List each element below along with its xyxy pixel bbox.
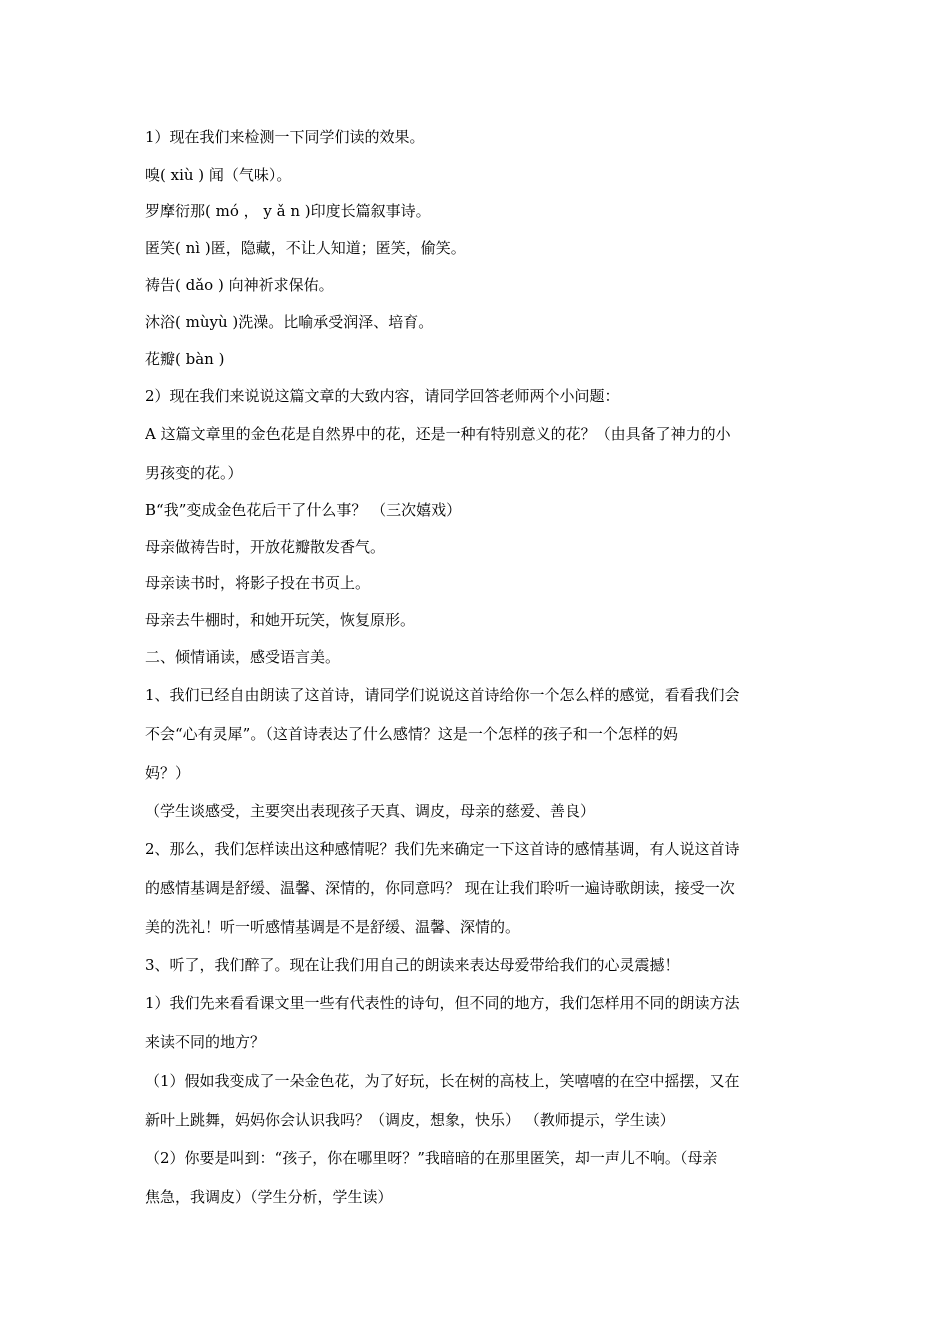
text-line: B“我”变成金色花后干了什么事？ （三次嬉戏） [145,501,462,519]
text-line: 嗅( xiù ) 闻（气味）。 [145,166,292,184]
text-line: 匿笑( nì )匿，隐藏，不让人知道；匿笑，偷笑。 [145,239,466,257]
text-line: （2）你要是叫到：“孩子，你在哪里呀？”我暗暗的在那里匿笑，却一声儿不响。（母亲 [145,1149,718,1167]
text-line: 1）我们先来看看课文里一些有代表性的诗句，但不同的地方，我们怎样用不同的朗读方法 [145,994,740,1012]
text-line: 不会“心有灵犀”。（这首诗表达了什么感情？这是一个怎样的孩子和一个怎样的妈 [145,725,678,743]
text-line: 母亲去牛棚时，和她开玩笑，恢复原形。 [145,611,416,629]
text-line: （学生谈感受，主要突出表现孩子天真、调皮，母亲的慈爱、善良） [145,802,596,820]
text-line: 美的洗礼！听一听感情基调是不是舒缓、温馨、深情的。 [145,918,521,936]
text-line: 新叶上跳舞，妈妈你会认识我吗？（调皮，想象，快乐） （教师提示，学生读） [145,1111,675,1129]
text-line: 2、那么，我们怎样读出这种感情呢？我们先来确定一下这首诗的感情基调，有人说这首诗 [145,840,740,858]
text-line: 焦急，我调皮）（学生分析，学生读） [145,1188,393,1206]
text-line: 妈？） [145,764,191,782]
text-line: 母亲做祷告时，开放花瓣散发香气。 [145,538,386,556]
text-line: 3、听了，我们醉了。现在让我们用自己的朗读来表达母爱带给我们的心灵震撼！ [145,956,680,974]
section-heading: 二、倾情诵读，感受语言美。 [145,648,341,666]
text-line: 罗摩衍那( mó ， y ǎ n )印度长篇叙事诗。 [145,202,431,220]
text-line: 祷告( dǎo ) 向神祈求保佑。 [145,276,334,294]
text-line: 的感情基调是舒缓、温馨、深情的，你同意吗？ 现在让我们聆听一遍诗歌朗读，接受一次 [145,879,735,897]
text-line: 来读不同的地方？ [145,1033,266,1051]
text-line: 1、我们已经自由朗读了这首诗，请同学们说说这首诗给你一个怎么样的感觉，看看我们会 [145,686,740,704]
text-line: 1）现在我们来检测一下同学们读的效果。 [145,128,425,146]
text-line: （1）假如我变成了一朵金色花，为了好玩，长在树的高枝上，笑嘻嘻的在空中摇摆，又在 [145,1072,740,1090]
text-line: 母亲读书时，将影子投在书页上。 [145,574,371,592]
text-line: A 这篇文章里的金色花是自然界中的花，还是一种有特别意义的花？（由具备了神力的小 [145,425,731,443]
text-line: 花瓣( bàn ) [145,350,225,368]
text-line: 沐浴( mùyù )洗澡。比喻承受润泽、培育。 [145,313,434,331]
text-line: 2）现在我们来说说这篇文章的大致内容，请同学回答老师两个小问题： [145,387,620,405]
text-line: 男孩变的花。） [145,464,243,482]
